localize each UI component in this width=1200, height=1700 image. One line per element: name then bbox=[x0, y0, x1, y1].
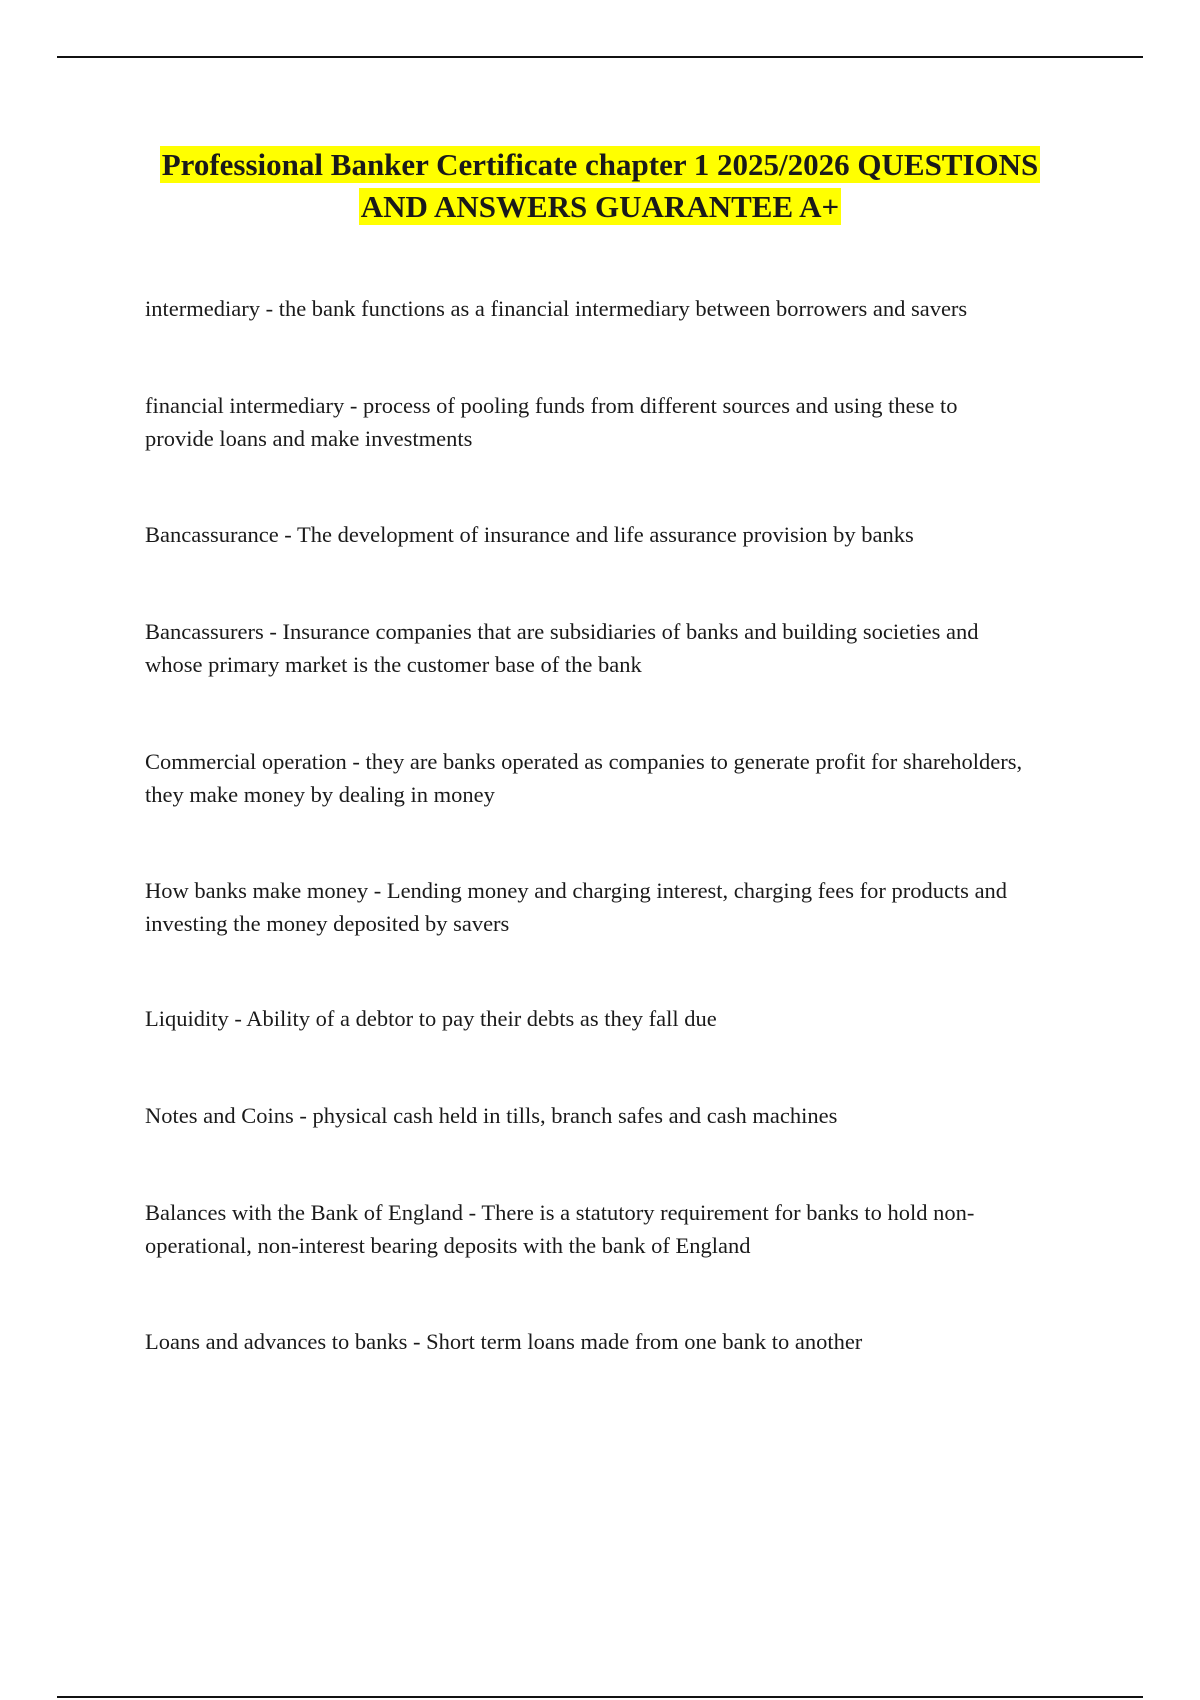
qa-entry-how-banks-make-money bbox=[145, 874, 1095, 940]
entry-line: Balances with the Bank of England - There is a statutory requirement for banks to hold non- bbox=[145, 1200, 975, 1225]
qa-entry-loans-and-advances bbox=[145, 1325, 1095, 1358]
qa-entry-financial-intermediary bbox=[145, 389, 1095, 455]
entry-line: operational, non-interest bearing deposits with the bank of England bbox=[145, 1233, 751, 1258]
entry-line: How banks make money - Lending money and charging interest, charging fees for products and bbox=[145, 878, 1008, 903]
entry-line: provide loans and make investments bbox=[145, 426, 473, 451]
entry-line: Notes and Coins - physical cash held in tills, branch safes and cash machines bbox=[145, 1103, 838, 1128]
entry-line: Bancassurers - Insurance companies that are subsidiaries of banks and building societies and bbox=[145, 619, 979, 644]
title-line-1: Professional Banker Certificate chapter 1 2025/2026 QUESTIONS bbox=[161, 147, 1039, 182]
entry-line: financial intermediary - process of pooling funds from different sources and using these to bbox=[145, 393, 958, 418]
qa-entry-commercial-operation bbox=[145, 745, 1095, 811]
entry-line: Liquidity - Ability of a debtor to pay their debts as they fall due bbox=[145, 1006, 717, 1031]
qa-entry-bancassurers bbox=[145, 615, 1095, 681]
entry-line: whose primary market is the customer base of the bank bbox=[145, 652, 642, 677]
entry-line: investing the money deposited by savers bbox=[145, 911, 510, 936]
qa-entry-notes-and-coins bbox=[145, 1099, 1095, 1132]
qa-entry-balances-bank-of-england bbox=[145, 1196, 1095, 1262]
entry-line: they make money by dealing in money bbox=[145, 782, 495, 807]
top-rule bbox=[57, 56, 1143, 58]
entry-line: Loans and advances to banks - Short term loans made from one bank to another bbox=[145, 1329, 863, 1354]
qa-entry-liquidity bbox=[145, 1002, 1095, 1035]
qa-entry-intermediary bbox=[145, 292, 1095, 325]
title-line-2: AND ANSWERS GUARANTEE A+ bbox=[360, 189, 840, 224]
qa-entry-bancassurance bbox=[145, 518, 1095, 551]
bottom-rule bbox=[57, 1696, 1143, 1698]
document-title bbox=[100, 144, 1100, 228]
entry-line: Bancassurance - The development of insurance and life assurance provision by banks bbox=[145, 522, 914, 547]
entry-line: intermediary - the bank functions as a financial intermediary between borrowers and savers bbox=[145, 296, 968, 321]
entry-line: Commercial operation - they are banks operated as companies to generate profit for shareholders, bbox=[145, 749, 1023, 774]
